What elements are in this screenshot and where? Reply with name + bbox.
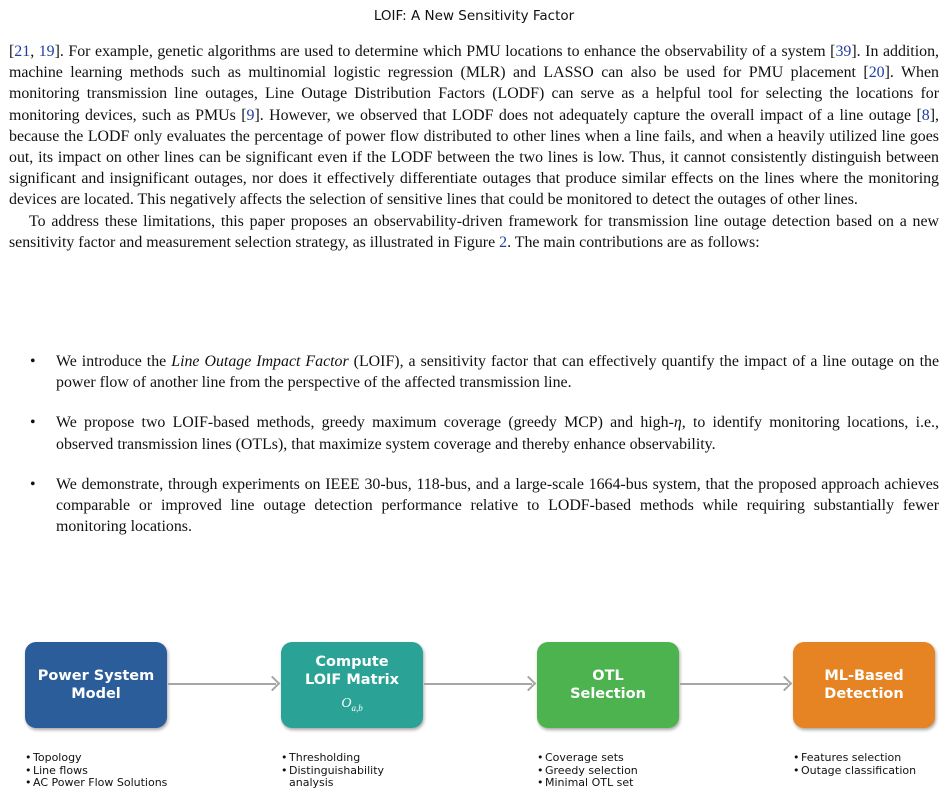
citation-link[interactable]: 19 bbox=[38, 43, 55, 60]
contributions-list bbox=[30, 351, 939, 556]
text-span: , to identify monitoring locations, i.e., observed transmission lines (OTLs), that maximize system coverage and thereby enhance observability. bbox=[56, 414, 939, 453]
bullet: • bbox=[30, 475, 36, 493]
paragraph-2 bbox=[9, 211, 939, 253]
loif-symbol bbox=[341, 695, 362, 717]
stage-notes bbox=[793, 752, 916, 777]
stage-box-power-system-model bbox=[25, 642, 167, 728]
note-item: • Thresholding bbox=[281, 752, 384, 765]
stage-title: LOIF Matrix bbox=[304, 672, 400, 689]
note-item: • Line flows bbox=[25, 765, 167, 778]
note-item: • Distinguishability bbox=[281, 765, 384, 778]
stage-title: Model bbox=[71, 686, 121, 702]
stage-notes bbox=[537, 752, 638, 790]
stage-box-otl-selection bbox=[537, 642, 679, 728]
note-item: • Coverage sets bbox=[537, 752, 638, 765]
contribution-item bbox=[30, 474, 939, 538]
bullet: • bbox=[30, 353, 36, 370]
text-span: (LOIF), a sensitivity factor that can effectively quantify the impact of a line outage on the power flow of another line from the perspective of the affected transmission line. bbox=[56, 353, 940, 392]
text-span: ]. However, we observed that LODF does not adequately capture the overall impact of a line outage [ bbox=[254, 106, 922, 124]
flow-arrow bbox=[424, 683, 532, 685]
text-span: ]. For example, genetic algorithms are used to determine which PMU locations to enhance the observability of a system [ bbox=[54, 43, 836, 60]
citation-link[interactable]: 21 bbox=[14, 43, 31, 60]
citation-link[interactable]: 20 bbox=[868, 64, 885, 82]
stage-notes bbox=[25, 752, 167, 790]
note-item: analysis bbox=[289, 776, 334, 790]
term-emphasis: Line Outage Impact Factor bbox=[171, 353, 349, 370]
figure-link[interactable]: 2 bbox=[499, 233, 508, 251]
stage-title: Selection bbox=[570, 686, 646, 702]
citation-link[interactable]: 39 bbox=[835, 43, 852, 60]
citation-link[interactable]: 9 bbox=[246, 106, 255, 124]
framework-diagram bbox=[0, 636, 948, 798]
note-item: • Greedy selection bbox=[537, 765, 638, 778]
running-header: LOIF: A New Sensitivity Factor bbox=[373, 8, 575, 24]
text-span: . The main contributions are as follows: bbox=[507, 233, 760, 251]
text-span: ]. When monitoring transmission line outages, Line Outage Distribution Factors (LODF) can serve as a helpful tool for selecting the locations for monitoring devices, such as PMUs [ bbox=[9, 64, 939, 124]
text-span: To address these limitations, this paper proposes an observability-driven framework for transmission line outage detection based on a new sensitivity factor and measurement selection strategy, as illustrated in Figure bbox=[9, 212, 939, 251]
citation-link[interactable]: 8 bbox=[921, 106, 930, 124]
body-text bbox=[9, 41, 939, 253]
text-span: , bbox=[30, 43, 39, 60]
text-span: We propose two LOIF-based methods, greedy maximum coverage (greedy MCP) and high- bbox=[56, 414, 674, 432]
text-span: [ bbox=[9, 43, 15, 60]
note-item: • Features selection bbox=[793, 752, 916, 765]
flow-arrow bbox=[168, 683, 276, 685]
stage-box-ml-detection bbox=[793, 642, 935, 728]
note-item: • Outage classification bbox=[793, 765, 916, 778]
flow-arrow bbox=[680, 683, 788, 685]
text-span: ]. In addition, machine learning methods such as multinomial logistic regression (MLR) and LASSO can also be used for PMU placement [ bbox=[9, 43, 939, 82]
stage-box-compute-loif bbox=[281, 642, 423, 728]
stage-title: Power System bbox=[37, 668, 155, 684]
paragraph-1 bbox=[9, 41, 939, 211]
stage-title: OTL bbox=[592, 668, 624, 684]
text-span: We introduce the bbox=[56, 353, 172, 370]
symbol-main: O bbox=[341, 696, 352, 712]
symbol-subscript: a,b bbox=[351, 702, 363, 713]
stage-title: Detection bbox=[824, 686, 904, 702]
contribution-item bbox=[30, 351, 939, 393]
contribution-item bbox=[30, 412, 939, 454]
stage-title: ML-Based bbox=[824, 668, 904, 684]
stage-title: Compute bbox=[315, 654, 389, 671]
note-item: • Minimal OTL set bbox=[537, 777, 638, 790]
text-span: We demonstrate, through experiments on IEEE 30-bus, 118-bus, and a large-scale 1664-bus system, that the proposed approach achieves comparable or improved line outage detection performance relative to LODF-based methods while requiring substantially fewer monitoring locations. bbox=[56, 475, 939, 536]
bullet: • bbox=[30, 414, 36, 432]
note-item: • AC Power Flow Solutions bbox=[25, 777, 167, 790]
note-item: • Topology bbox=[25, 752, 167, 765]
text-span: ], because the LODF only evaluates the percentage of power flow distributed to other lines when a line fails, and when a heavily utilized line goes out, its impact on other lines can be significant even if the LODF between the two lines is low. Thus, it cannot consistently distinguish between significant and insignificant outages, nor does it effectively differentiate outages that produce similar effects on the lines where the monitoring devices are located. This negatively affects the selection of sensitive lines that could be monitored to detect the outages of other lines. bbox=[9, 106, 939, 209]
stage-notes bbox=[281, 752, 384, 790]
eta-symbol: η bbox=[673, 414, 682, 432]
